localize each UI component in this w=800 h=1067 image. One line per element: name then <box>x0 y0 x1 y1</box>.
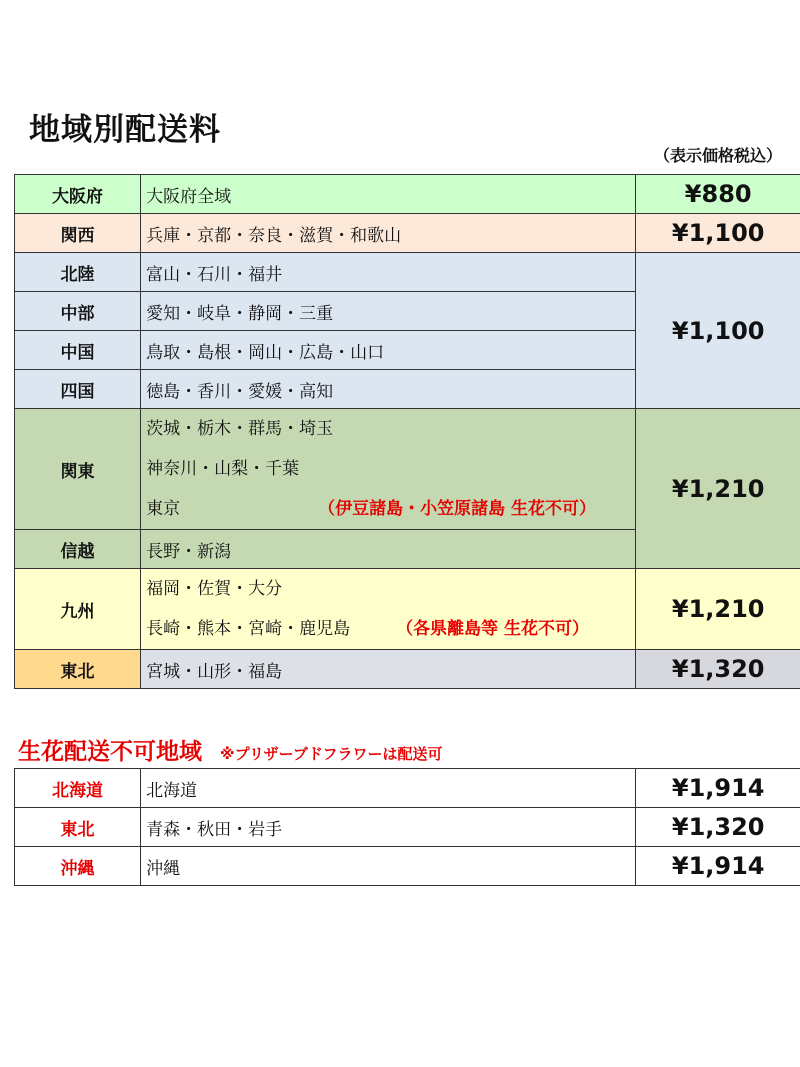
prefecture-line <box>146 489 635 529</box>
price-cell: ¥880 <box>636 175 800 214</box>
region-cell: 東北 <box>15 650 141 689</box>
prefecture-cell: 兵庫・京都・奈良・滋賀・和歌山 <box>141 214 636 253</box>
prefecture-cell <box>141 569 636 650</box>
price-cell: ¥1,914 <box>636 847 800 886</box>
prefecture-line: 福岡・佐賀・大分 <box>146 579 283 599</box>
region-cell: 沖縄 <box>15 847 141 886</box>
price-cell: ¥1,320 <box>636 808 800 847</box>
table-row-tohoku <box>15 650 800 689</box>
page-title: 地域別配送料 <box>29 112 221 148</box>
region-cell: 関西 <box>15 214 141 253</box>
table-row <box>15 769 800 808</box>
price-cell: ¥1,320 <box>636 650 800 689</box>
table-row <box>15 847 800 886</box>
region-cell: 北陸 <box>15 253 141 292</box>
region-cell: 中国 <box>15 331 141 370</box>
price-cell: ¥1,100 <box>636 214 800 253</box>
warning-text: （伊豆諸島・小笠原諸島 生花不可） <box>318 499 596 519</box>
region-cell: 関東 <box>15 409 141 530</box>
region-cell: 大阪府 <box>15 175 141 214</box>
table-row-kanto <box>15 409 800 530</box>
prefecture-text: 東京 <box>146 499 181 519</box>
prefecture-cell: 富山・石川・福井 <box>141 253 636 292</box>
region-cell: 九州 <box>15 569 141 650</box>
prefecture-line <box>146 609 635 649</box>
price-cell: ¥1,100 <box>636 253 800 409</box>
prefecture-cell: 長野・新潟 <box>141 530 636 569</box>
region-cell: 中部 <box>15 292 141 331</box>
table-row-osaka <box>15 175 800 214</box>
table-row-kyushu <box>15 569 800 650</box>
prefecture-cell: 沖縄 <box>141 847 636 886</box>
warning-text: （各県離島等 生花不可） <box>396 619 589 639</box>
prefecture-text: 長崎・熊本・宮崎・鹿児島 <box>146 619 351 639</box>
section-title <box>18 733 442 766</box>
prefecture-cell: 北海道 <box>141 769 636 808</box>
price-cell: ¥1,210 <box>636 569 800 650</box>
region-cell: 信越 <box>15 530 141 569</box>
region-cell: 東北 <box>15 808 141 847</box>
prefecture-cell: 鳥取・島根・岡山・広島・山口 <box>141 331 636 370</box>
table-row-hokuriku <box>15 253 800 292</box>
non-flower-region-table <box>14 768 800 886</box>
prefecture-cell: 愛知・岐阜・静岡・三重 <box>141 292 636 331</box>
prefecture-cell: 大阪府全域 <box>141 175 636 214</box>
price-cell: ¥1,914 <box>636 769 800 808</box>
tax-note: （表示価格税込） <box>653 146 782 165</box>
table-row-kansai <box>15 214 800 253</box>
shipping-fee-table <box>14 174 800 689</box>
prefecture-line: 茨城・栃木・群馬・埼玉 <box>146 419 334 439</box>
price-cell: ¥1,210 <box>636 409 800 569</box>
prefecture-cell: 徳島・香川・愛媛・高知 <box>141 370 636 409</box>
prefecture-cell <box>141 409 636 530</box>
prefecture-cell: 宮城・山形・福島 <box>141 650 636 689</box>
prefecture-line: 神奈川・山梨・千葉 <box>146 459 300 479</box>
section-title-text: 生花配送不可地域 <box>18 739 202 765</box>
table-row <box>15 808 800 847</box>
region-cell: 北海道 <box>15 769 141 808</box>
region-cell: 四国 <box>15 370 141 409</box>
prefecture-cell: 青森・秋田・岩手 <box>141 808 636 847</box>
section-note: ※プリザーブドフラワーは配送可 <box>220 745 443 763</box>
